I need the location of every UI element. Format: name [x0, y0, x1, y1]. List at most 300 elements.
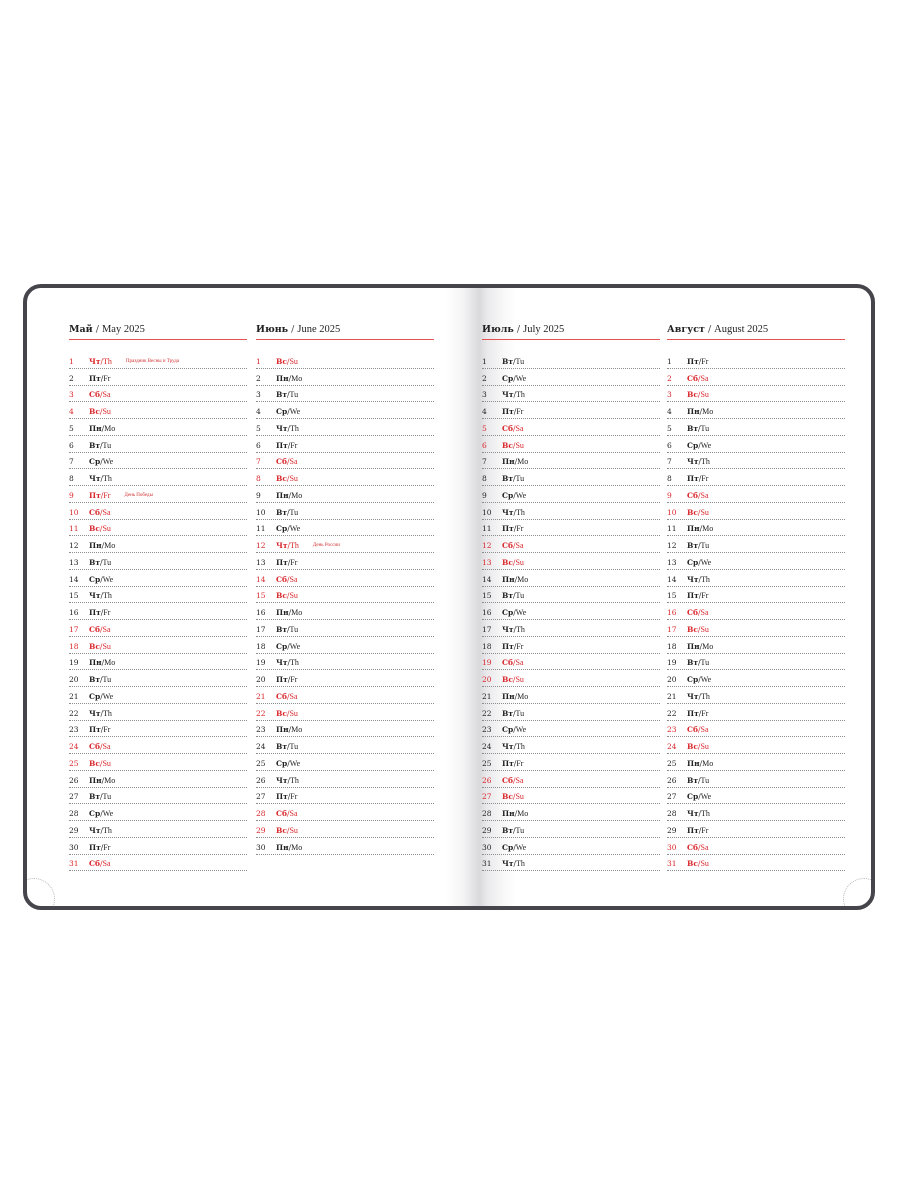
weekday-ru: Пн — [687, 407, 700, 416]
weekday-en: Tu — [102, 792, 112, 802]
day-row — [256, 352, 434, 369]
weekday-ru: Пт — [89, 373, 101, 383]
day-number: 8 — [482, 474, 487, 483]
day-row — [256, 788, 434, 805]
weekday-en: We — [289, 641, 301, 651]
weekday-en: We — [515, 373, 527, 383]
weekday-separator: / — [513, 390, 517, 400]
weekday-en: Th — [103, 591, 112, 601]
weekday-en: We — [102, 574, 114, 584]
weekday-separator: / — [512, 557, 516, 567]
corner-ornament-right — [843, 878, 875, 910]
weekday-en: Fr — [290, 440, 298, 450]
weekday-ru: Пн — [276, 373, 289, 383]
weekday-en: Tu — [700, 775, 710, 785]
weekday-ru: Вс — [89, 524, 100, 534]
weekday-ru: Вт — [687, 658, 698, 668]
day-number: 2 — [482, 373, 487, 383]
weekday-en: We — [515, 490, 527, 500]
weekday-en: Tu — [289, 742, 299, 751]
day-row — [256, 620, 434, 637]
day-number: 30 — [667, 842, 677, 852]
weekday-ru: Вс — [89, 758, 100, 768]
weekday-separator: / — [286, 708, 290, 718]
day-number: 9 — [667, 490, 672, 500]
day-row — [667, 503, 845, 520]
day-row — [667, 737, 845, 754]
month-name-en: July 2025 — [523, 324, 565, 335]
weekday-separator: / — [101, 658, 105, 668]
weekday-separator: / — [697, 742, 701, 751]
weekday-ru: Пн — [89, 658, 102, 668]
day-row — [69, 855, 247, 872]
weekday-ru: Ср — [89, 574, 101, 584]
day-number: 4 — [667, 407, 672, 416]
weekday-separator: / — [100, 490, 104, 500]
weekday-ru: Чт — [276, 541, 288, 550]
day-number: 5 — [482, 423, 487, 433]
day-row — [667, 603, 845, 620]
weekday-en: Fr — [290, 792, 298, 802]
day-number: 26 — [667, 775, 677, 785]
weekday-en: Su — [515, 675, 524, 684]
weekday-en: Fr — [701, 356, 709, 366]
weekday-ru: Сб — [687, 725, 698, 735]
planner-spread — [23, 284, 875, 910]
weekday-en: We — [515, 725, 527, 735]
day-number: 9 — [69, 490, 74, 500]
weekday-ru: Ср — [276, 758, 288, 768]
day-number: 29 — [667, 825, 677, 835]
day-row — [482, 352, 660, 369]
weekday-separator: / — [100, 574, 103, 584]
day-number: 20 — [256, 675, 266, 684]
weekday-en: Su — [515, 557, 524, 567]
weekday-en: Tu — [515, 356, 525, 366]
day-number: 11 — [69, 524, 79, 534]
day-row — [667, 486, 845, 503]
weekday-separator: / — [288, 725, 292, 735]
weekday-en: Mo — [104, 658, 116, 668]
weekday-en: Tu — [289, 624, 299, 634]
weekday-en: Sa — [515, 658, 524, 668]
weekday-ru: Пт — [502, 407, 514, 416]
weekday-en: We — [700, 557, 712, 567]
day-number: 14 — [69, 574, 79, 584]
weekday-separator: / — [100, 557, 103, 567]
month-name-ru: Июль — [482, 324, 514, 335]
day-number: 27 — [69, 792, 79, 802]
weekday-separator: / — [99, 758, 103, 768]
weekday-ru: Пн — [687, 524, 700, 534]
weekday-en: Mo — [517, 574, 529, 584]
weekday-en: Su — [700, 507, 709, 517]
day-row — [256, 603, 434, 620]
weekday-en: Fr — [103, 490, 111, 500]
weekday-separator: / — [287, 541, 291, 550]
weekday-en: Sa — [700, 608, 709, 617]
weekday-separator: / — [100, 474, 104, 483]
weekday-separator: / — [512, 541, 516, 550]
day-row — [69, 553, 247, 570]
weekday-en: Mo — [104, 541, 116, 550]
weekday-separator: / — [287, 557, 291, 567]
day-row — [69, 503, 247, 520]
day-number: 22 — [256, 708, 266, 718]
day-row — [667, 453, 845, 470]
day-number: 7 — [256, 457, 261, 467]
weekday-ru: Пн — [687, 641, 700, 651]
day-row — [667, 804, 845, 821]
day-row — [69, 536, 247, 553]
day-number: 19 — [667, 658, 677, 668]
month-title-separator: / — [704, 324, 715, 335]
weekday-en: Su — [289, 356, 298, 366]
weekday-ru: Сб — [276, 809, 287, 818]
day-number: 27 — [667, 792, 677, 802]
weekday-ru: Пт — [687, 825, 699, 835]
weekday-separator: / — [697, 373, 701, 383]
weekday-en: Su — [102, 407, 111, 416]
day-number: 30 — [482, 842, 492, 852]
day-row — [482, 687, 660, 704]
day-number: 19 — [256, 658, 266, 668]
day-row — [256, 453, 434, 470]
weekday-ru: Вт — [89, 675, 100, 684]
weekday-en: Fr — [290, 557, 298, 567]
day-row — [482, 754, 660, 771]
day-number: 14 — [482, 574, 492, 584]
weekday-ru: Чт — [89, 591, 101, 601]
day-row — [667, 419, 845, 436]
day-row — [69, 721, 247, 738]
day-number: 28 — [69, 809, 79, 818]
weekday-en: Sa — [515, 423, 524, 433]
day-number: 6 — [69, 440, 74, 450]
day-number: 23 — [482, 725, 492, 735]
day-row — [482, 469, 660, 486]
month-name-ru: Май — [69, 324, 93, 335]
weekday-en: We — [289, 524, 301, 534]
weekday-en: Th — [516, 859, 525, 869]
weekday-ru: Ср — [276, 641, 288, 651]
day-row — [256, 721, 434, 738]
weekday-en: Mo — [702, 407, 714, 416]
day-number: 28 — [482, 809, 492, 818]
weekday-ru: Чт — [502, 390, 514, 400]
weekday-en: Sa — [289, 809, 298, 818]
weekday-separator: / — [513, 708, 516, 718]
day-row — [482, 369, 660, 386]
weekday-separator: / — [100, 809, 103, 818]
weekday-separator: / — [698, 474, 702, 483]
weekday-separator: / — [99, 742, 103, 751]
weekday-en: Mo — [702, 641, 714, 651]
weekday-en: Fr — [103, 373, 111, 383]
day-number: 23 — [256, 725, 266, 735]
weekday-ru: Вс — [276, 708, 287, 718]
weekday-en: Sa — [515, 541, 524, 550]
day-number: 8 — [69, 474, 74, 483]
weekday-en: Tu — [700, 541, 710, 550]
day-number: 28 — [256, 809, 266, 818]
weekday-en: Su — [700, 390, 709, 400]
weekday-en: Th — [103, 356, 112, 366]
weekday-ru: Чт — [502, 859, 514, 869]
month-name-ru: Июнь — [256, 324, 289, 335]
month-column-august — [667, 324, 845, 871]
day-row — [256, 637, 434, 654]
weekday-separator: / — [698, 825, 702, 835]
day-number: 18 — [667, 641, 677, 651]
weekday-separator: / — [697, 608, 701, 617]
weekday-ru: Вс — [89, 641, 100, 651]
weekday-ru: Пт — [687, 708, 699, 718]
weekday-ru: Пн — [502, 691, 515, 701]
weekday-en: Sa — [102, 742, 111, 751]
day-number: 6 — [256, 440, 261, 450]
month-column-june — [256, 324, 434, 855]
weekday-ru: Вс — [687, 742, 698, 751]
day-number: 29 — [482, 825, 492, 835]
day-number: 17 — [667, 624, 677, 634]
weekday-ru: Сб — [89, 742, 100, 751]
weekday-en: Sa — [700, 490, 709, 500]
weekday-ru: Сб — [502, 775, 513, 785]
day-row — [69, 821, 247, 838]
weekday-ru: Вс — [89, 407, 100, 416]
weekday-separator: / — [101, 423, 105, 433]
month-name-en: June 2025 — [297, 324, 341, 335]
weekday-separator: / — [512, 775, 516, 785]
day-number: 30 — [69, 842, 79, 852]
day-number: 1 — [256, 356, 261, 366]
weekday-en: Fr — [103, 725, 111, 735]
weekday-ru: Чт — [687, 691, 699, 701]
weekday-ru: Вс — [687, 507, 698, 517]
day-number: 27 — [256, 792, 266, 802]
day-number: 24 — [667, 742, 677, 751]
day-row — [667, 352, 845, 369]
weekday-ru: Чт — [276, 775, 288, 785]
weekday-en: Mo — [517, 457, 529, 467]
weekday-en: Mo — [104, 775, 116, 785]
weekday-en: We — [289, 407, 301, 416]
weekday-en: Mo — [291, 608, 303, 617]
month-title — [256, 324, 434, 340]
day-row — [482, 620, 660, 637]
day-list — [69, 352, 247, 871]
day-row — [69, 788, 247, 805]
weekday-separator: / — [99, 859, 103, 869]
weekday-en: Th — [103, 825, 112, 835]
weekday-separator: / — [513, 825, 516, 835]
day-number: 10 — [69, 507, 79, 517]
weekday-en: We — [515, 842, 527, 852]
day-number: 13 — [256, 557, 266, 567]
weekday-ru: Вс — [502, 675, 513, 684]
day-row — [69, 436, 247, 453]
weekday-en: We — [102, 809, 114, 818]
day-row — [667, 654, 845, 671]
weekday-separator: / — [697, 859, 701, 869]
day-row — [667, 620, 845, 637]
day-number: 16 — [69, 608, 79, 617]
weekday-separator: / — [512, 423, 516, 433]
day-number: 15 — [69, 591, 79, 601]
day-row — [482, 436, 660, 453]
day-row — [256, 570, 434, 587]
day-number: 3 — [69, 390, 74, 400]
weekday-en: Su — [289, 708, 298, 718]
day-number: 25 — [69, 758, 79, 768]
day-number: 31 — [69, 859, 79, 869]
day-row — [256, 771, 434, 788]
month-title-separator: / — [513, 324, 524, 335]
weekday-ru: Пт — [687, 356, 699, 366]
day-row — [256, 436, 434, 453]
day-number: 30 — [256, 842, 266, 852]
weekday-separator: / — [699, 758, 703, 768]
day-row — [482, 821, 660, 838]
weekday-ru: Сб — [89, 859, 100, 869]
weekday-en: Fr — [701, 708, 709, 718]
weekday-en: Th — [516, 390, 525, 400]
weekday-separator: / — [698, 457, 702, 467]
day-number: 23 — [667, 725, 677, 735]
weekday-en: Mo — [291, 842, 303, 852]
weekday-ru: Вс — [687, 859, 698, 869]
day-row — [256, 804, 434, 821]
day-number: 3 — [482, 390, 487, 400]
weekday-en: Tu — [515, 825, 525, 835]
day-number: 4 — [256, 407, 261, 416]
day-row — [482, 804, 660, 821]
weekday-separator: / — [286, 474, 290, 483]
weekday-separator: / — [698, 574, 702, 584]
weekday-separator: / — [101, 541, 105, 550]
weekday-ru: Вт — [687, 775, 698, 785]
day-number: 19 — [482, 658, 492, 668]
day-row — [69, 453, 247, 470]
weekday-en: Th — [290, 775, 299, 785]
weekday-separator: / — [514, 809, 518, 818]
weekday-ru: Чт — [89, 708, 101, 718]
weekday-en: Mo — [517, 691, 529, 701]
weekday-ru: Ср — [276, 407, 288, 416]
weekday-ru: Пн — [89, 423, 102, 433]
weekday-separator: / — [99, 507, 103, 517]
weekday-en: Th — [290, 541, 299, 550]
weekday-separator: / — [287, 742, 290, 751]
weekday-en: Tu — [102, 557, 112, 567]
holiday-note: День России — [312, 543, 340, 548]
weekday-separator: / — [288, 490, 292, 500]
day-number: 8 — [256, 474, 261, 483]
weekday-en: Fr — [701, 825, 709, 835]
weekday-separator: / — [100, 825, 104, 835]
weekday-ru: Вс — [502, 792, 513, 802]
day-row — [256, 821, 434, 838]
day-row — [667, 670, 845, 687]
weekday-separator: / — [514, 691, 518, 701]
weekday-en: Su — [700, 742, 709, 751]
weekday-ru: Пн — [89, 775, 102, 785]
weekday-en: Su — [289, 474, 298, 483]
day-number: 1 — [482, 356, 487, 366]
weekday-separator: / — [698, 691, 702, 701]
weekday-en: Su — [102, 524, 111, 534]
day-row — [256, 670, 434, 687]
day-row — [667, 704, 845, 721]
day-row — [482, 386, 660, 403]
weekday-ru: Пт — [276, 792, 288, 802]
month-name-en: May 2025 — [101, 324, 145, 335]
day-number: 18 — [256, 641, 266, 651]
weekday-separator: / — [512, 675, 516, 684]
weekday-separator: / — [513, 608, 516, 617]
day-row — [482, 402, 660, 419]
weekday-ru: Ср — [89, 457, 101, 467]
weekday-ru: Чт — [502, 742, 514, 751]
weekday-en: Tu — [289, 390, 299, 400]
day-row — [482, 704, 660, 721]
day-row — [667, 369, 845, 386]
weekday-separator: / — [699, 641, 703, 651]
weekday-en: Su — [102, 641, 111, 651]
weekday-separator: / — [513, 356, 516, 366]
weekday-separator: / — [698, 591, 702, 601]
weekday-ru: Вт — [276, 507, 287, 517]
weekday-ru: Чт — [276, 658, 288, 668]
weekday-separator: / — [514, 457, 518, 467]
weekday-ru: Вс — [276, 474, 287, 483]
weekday-ru: Вт — [502, 825, 513, 835]
day-row — [667, 587, 845, 604]
day-row — [256, 754, 434, 771]
day-row — [256, 419, 434, 436]
weekday-ru: Сб — [687, 842, 698, 852]
weekday-ru: Пн — [502, 457, 515, 467]
day-number: 24 — [256, 742, 266, 751]
weekday-separator: / — [288, 608, 292, 617]
day-row — [69, 804, 247, 821]
weekday-separator: / — [286, 691, 290, 701]
day-number: 20 — [482, 675, 492, 684]
weekday-en: We — [700, 675, 712, 684]
weekday-en: Sa — [102, 390, 111, 400]
day-number: 13 — [69, 557, 79, 567]
day-number: 7 — [667, 457, 672, 467]
weekday-ru: Сб — [89, 390, 100, 400]
day-row — [69, 386, 247, 403]
weekday-ru: Пт — [687, 474, 699, 483]
weekday-ru: Вс — [276, 825, 287, 835]
weekday-separator: / — [698, 708, 702, 718]
day-row — [482, 654, 660, 671]
day-number: 12 — [667, 541, 677, 550]
weekday-en: Fr — [103, 842, 111, 852]
weekday-ru: Сб — [276, 457, 287, 467]
day-row — [69, 670, 247, 687]
day-row — [667, 520, 845, 537]
weekday-ru: Чт — [89, 474, 101, 483]
weekday-en: We — [289, 758, 301, 768]
weekday-ru: Пт — [89, 842, 101, 852]
weekday-ru: Пн — [276, 842, 289, 852]
weekday-en: Mo — [702, 524, 714, 534]
weekday-ru: Пн — [89, 541, 102, 550]
